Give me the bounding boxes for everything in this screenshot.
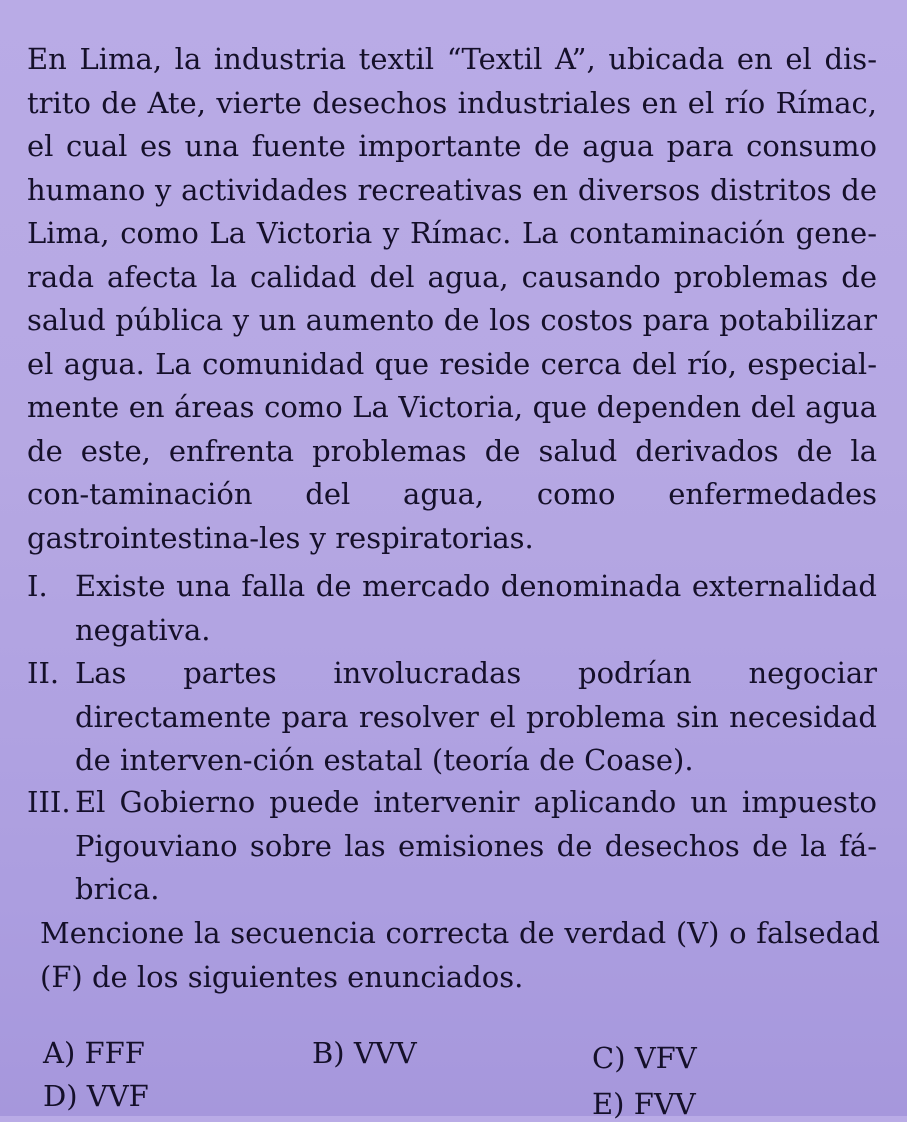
statement-text: El Gobierno puede intervenir aplicando un impuesto Pigouviano sobre las emisiones de desechos de la fá-brica. xyxy=(75,785,877,906)
option-value: FFF xyxy=(84,1036,145,1070)
option-letter: D) xyxy=(43,1079,78,1113)
problem-passage: En Lima, la industria textil “Textil A”, ubicada en el dis-trito de Ate, vierte desechos industriales en el río Rímac, el cual es una fuente importante de agua para consumo humano y actividades recreativas en diversos distritos de Lima, como La Victoria y Rímac. La contaminación gene-rada afecta la calidad del agua, causando problemas de salud pública y un aumento de los costos para potabilizar el agua. La comunidad que reside cerca del río, especial-mente en áreas como La Victoria, que dependen del agua de este, enfrenta problemas de salud derivados de la con-taminación del agua, como enfermedades gastrointestina-les y respiratorias. xyxy=(27,42,877,555)
statement-text: Existe una falla de mercado denominada externalidad negativa. xyxy=(75,569,877,647)
option-value: VVF xyxy=(86,1079,149,1113)
option-letter: E) xyxy=(592,1087,625,1121)
answer-option-e[interactable] xyxy=(592,1086,696,1122)
option-value: FVV xyxy=(633,1087,696,1121)
statement-numeral: II. xyxy=(27,656,60,690)
option-letter: C) xyxy=(592,1041,626,1075)
option-value: VVV xyxy=(353,1036,417,1070)
statement-3 xyxy=(27,781,877,912)
option-letter: B) xyxy=(312,1036,345,1070)
question-prompt: Mencione la secuencia correcta de verdad (V) o falsedad (F) de los siguientes enunciados. xyxy=(40,916,880,994)
statement-text: Las partes involucradas podrían negociar directamente para resolver el problema sin necesidad de interven-ción estatal (teoría de Coase). xyxy=(75,656,877,777)
option-letter: A) xyxy=(43,1036,76,1070)
option-value: VFV xyxy=(634,1041,697,1075)
statement-2 xyxy=(27,652,877,783)
answer-option-a[interactable] xyxy=(43,1035,145,1071)
statement-1 xyxy=(27,565,877,652)
answer-option-d[interactable] xyxy=(43,1078,149,1114)
statement-numeral: I. xyxy=(27,569,48,603)
answer-option-c[interactable] xyxy=(592,1040,697,1076)
answer-option-b[interactable] xyxy=(312,1035,417,1071)
statement-numeral: III. xyxy=(27,785,71,819)
